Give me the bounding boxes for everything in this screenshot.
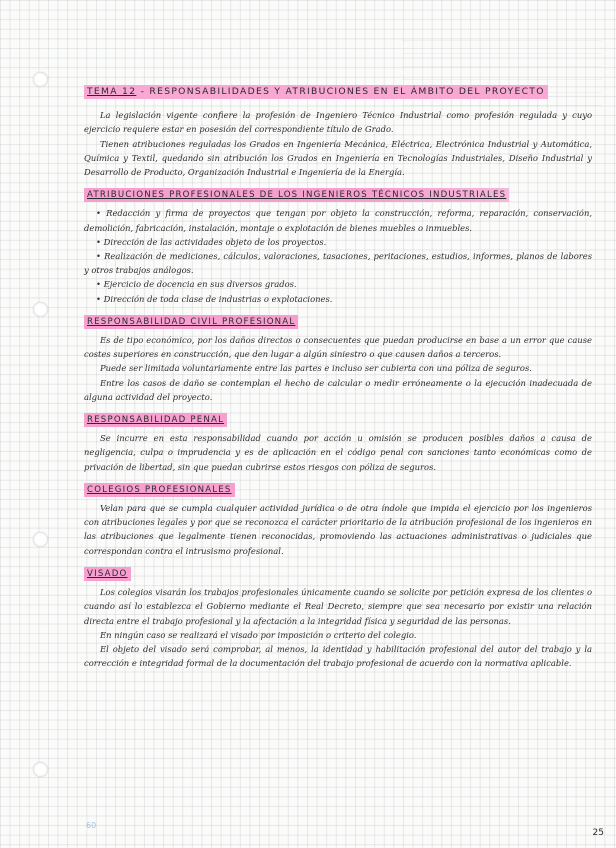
page-number: 25 [592, 828, 604, 838]
section-paragraph: Los colegios visarán los trabajos profesionales únicamente cuando se solicite por petición expresa de los clientes o cuando así lo establezca el Gobierno mediante el Real Decreto, siempre que sea necesario por existir una relación directa entre el trabajo profesional y la afectación a la integridad física y seguridad de las personas. [84, 587, 592, 626]
section-heading: RESPONSABILIDAD PENAL [84, 413, 227, 427]
section-heading: RESPONSABILIDAD CIVIL PROFESIONAL [84, 315, 298, 329]
binder-hole [33, 302, 48, 317]
notes-content [84, 84, 592, 670]
section-paragraph: Velan para que se cumpla cualquier actividad jurídica o de otra índole que impida el ejercicio por los ingenieros con atribuciones legales y por que se reconozca el carácter prioritario de la atribución profesional de los ingenieros en las atribuciones que legalmente tienen reconocidas, promoviendo las actuaciones administrativas o judiciales que correspondan contra el intrusismo profesional. [84, 503, 592, 556]
page-title [84, 85, 548, 99]
corner-mark: 60 [86, 821, 97, 830]
section-paragraph: En ningún caso se realizará el visado por imposición o criterio del colegio. [100, 629, 417, 640]
bullet-item: • Realización de mediciones, cálculos, valoraciones, tasaciones, peritaciones, estudios, informes, planos de labores y otros trabajos análogos. [84, 251, 592, 276]
bullet-item: • Dirección de las actividades objeto de los proyectos. [96, 236, 327, 247]
intro-paragraph: Tienen atribuciones reguladas los Grados en Ingeniería Mecánica, Eléctrica, Electrónica Industrial y Automática, Química y Textil, quedando sin atribución los Grados en Ingeniería en Tecnologías Industriales, Diseño Industrial y Desarrollo de Producto, Organización Industrial e Ingeniería de la Energía. [84, 138, 592, 178]
bullet-item: • Dirección de toda clase de industrias o explotaciones. [96, 293, 333, 304]
section-paragraph: Puede ser limitada voluntariamente entre las partes e incluso ser cubierta con una póliza de seguros. [100, 363, 532, 374]
section-paragraph: Es de tipo económico, por los daños directos o consecuentes que puedan producirse en base a un error que cause costes superiores en construcción, que den lugar a algún siniestro o que causen daños a terceros. [84, 335, 592, 360]
section-paragraph: Se incurre en esta responsabilidad cuando por acción u omisión se producen posibles daños a causa de negligencia, culpa o imprudencia y es de aplicación en el código penal con sanciones tanto económicas como de privación de libertad, sin que puedan cubrirse estos riesgos con póliza de seguros. [84, 433, 592, 472]
binder-hole [33, 532, 48, 547]
intro-paragraph: La legislación vigente confiere la profesión de Ingeniero Técnico Industrial como profesión regulada y cuyo ejercicio requiere estar en posesión del correspondiente título de Grado. [84, 110, 592, 135]
binder-hole [33, 72, 48, 87]
section-paragraph: Entre los casos de daño se contemplan el hecho de calcular o medir erróneamente o la ejecución inadecuada de alguna actividad del proyecto. [84, 377, 592, 402]
section-heading: COLEGIOS PROFESIONALES [84, 483, 235, 497]
bullet-item: • Redacción y firma de proyectos que tengan por objeto la construcción, reforma, reparación, conservación, demolición, fabricación, instalación, montaje o explotación de bienes muebles o inmuebles. [84, 208, 592, 233]
section-heading: ATRIBUCIONES PROFESIONALES DE LOS INGENIEROS TÉCNICOS INDUSTRIALES [84, 188, 509, 202]
binder-hole [33, 762, 48, 777]
bullet-item: • Ejercicio de docencia en sus diversos grados. [96, 279, 297, 290]
title-text: - RESPONSABILIDADES Y ATRIBUCIONES EN EL ÁMBITO DEL PROYECTO [136, 86, 545, 97]
title-prefix: TEMA 12 [87, 86, 137, 97]
section-paragraph: El objeto del visado será comprobar, al menos, la identidad y habilitación profesional del autor del trabajo y la corrección e integridad formal de la documentación del trabajo profesional de acuerdo con la normativa aplicable. [84, 643, 592, 669]
section-heading: VISADO [84, 567, 131, 581]
